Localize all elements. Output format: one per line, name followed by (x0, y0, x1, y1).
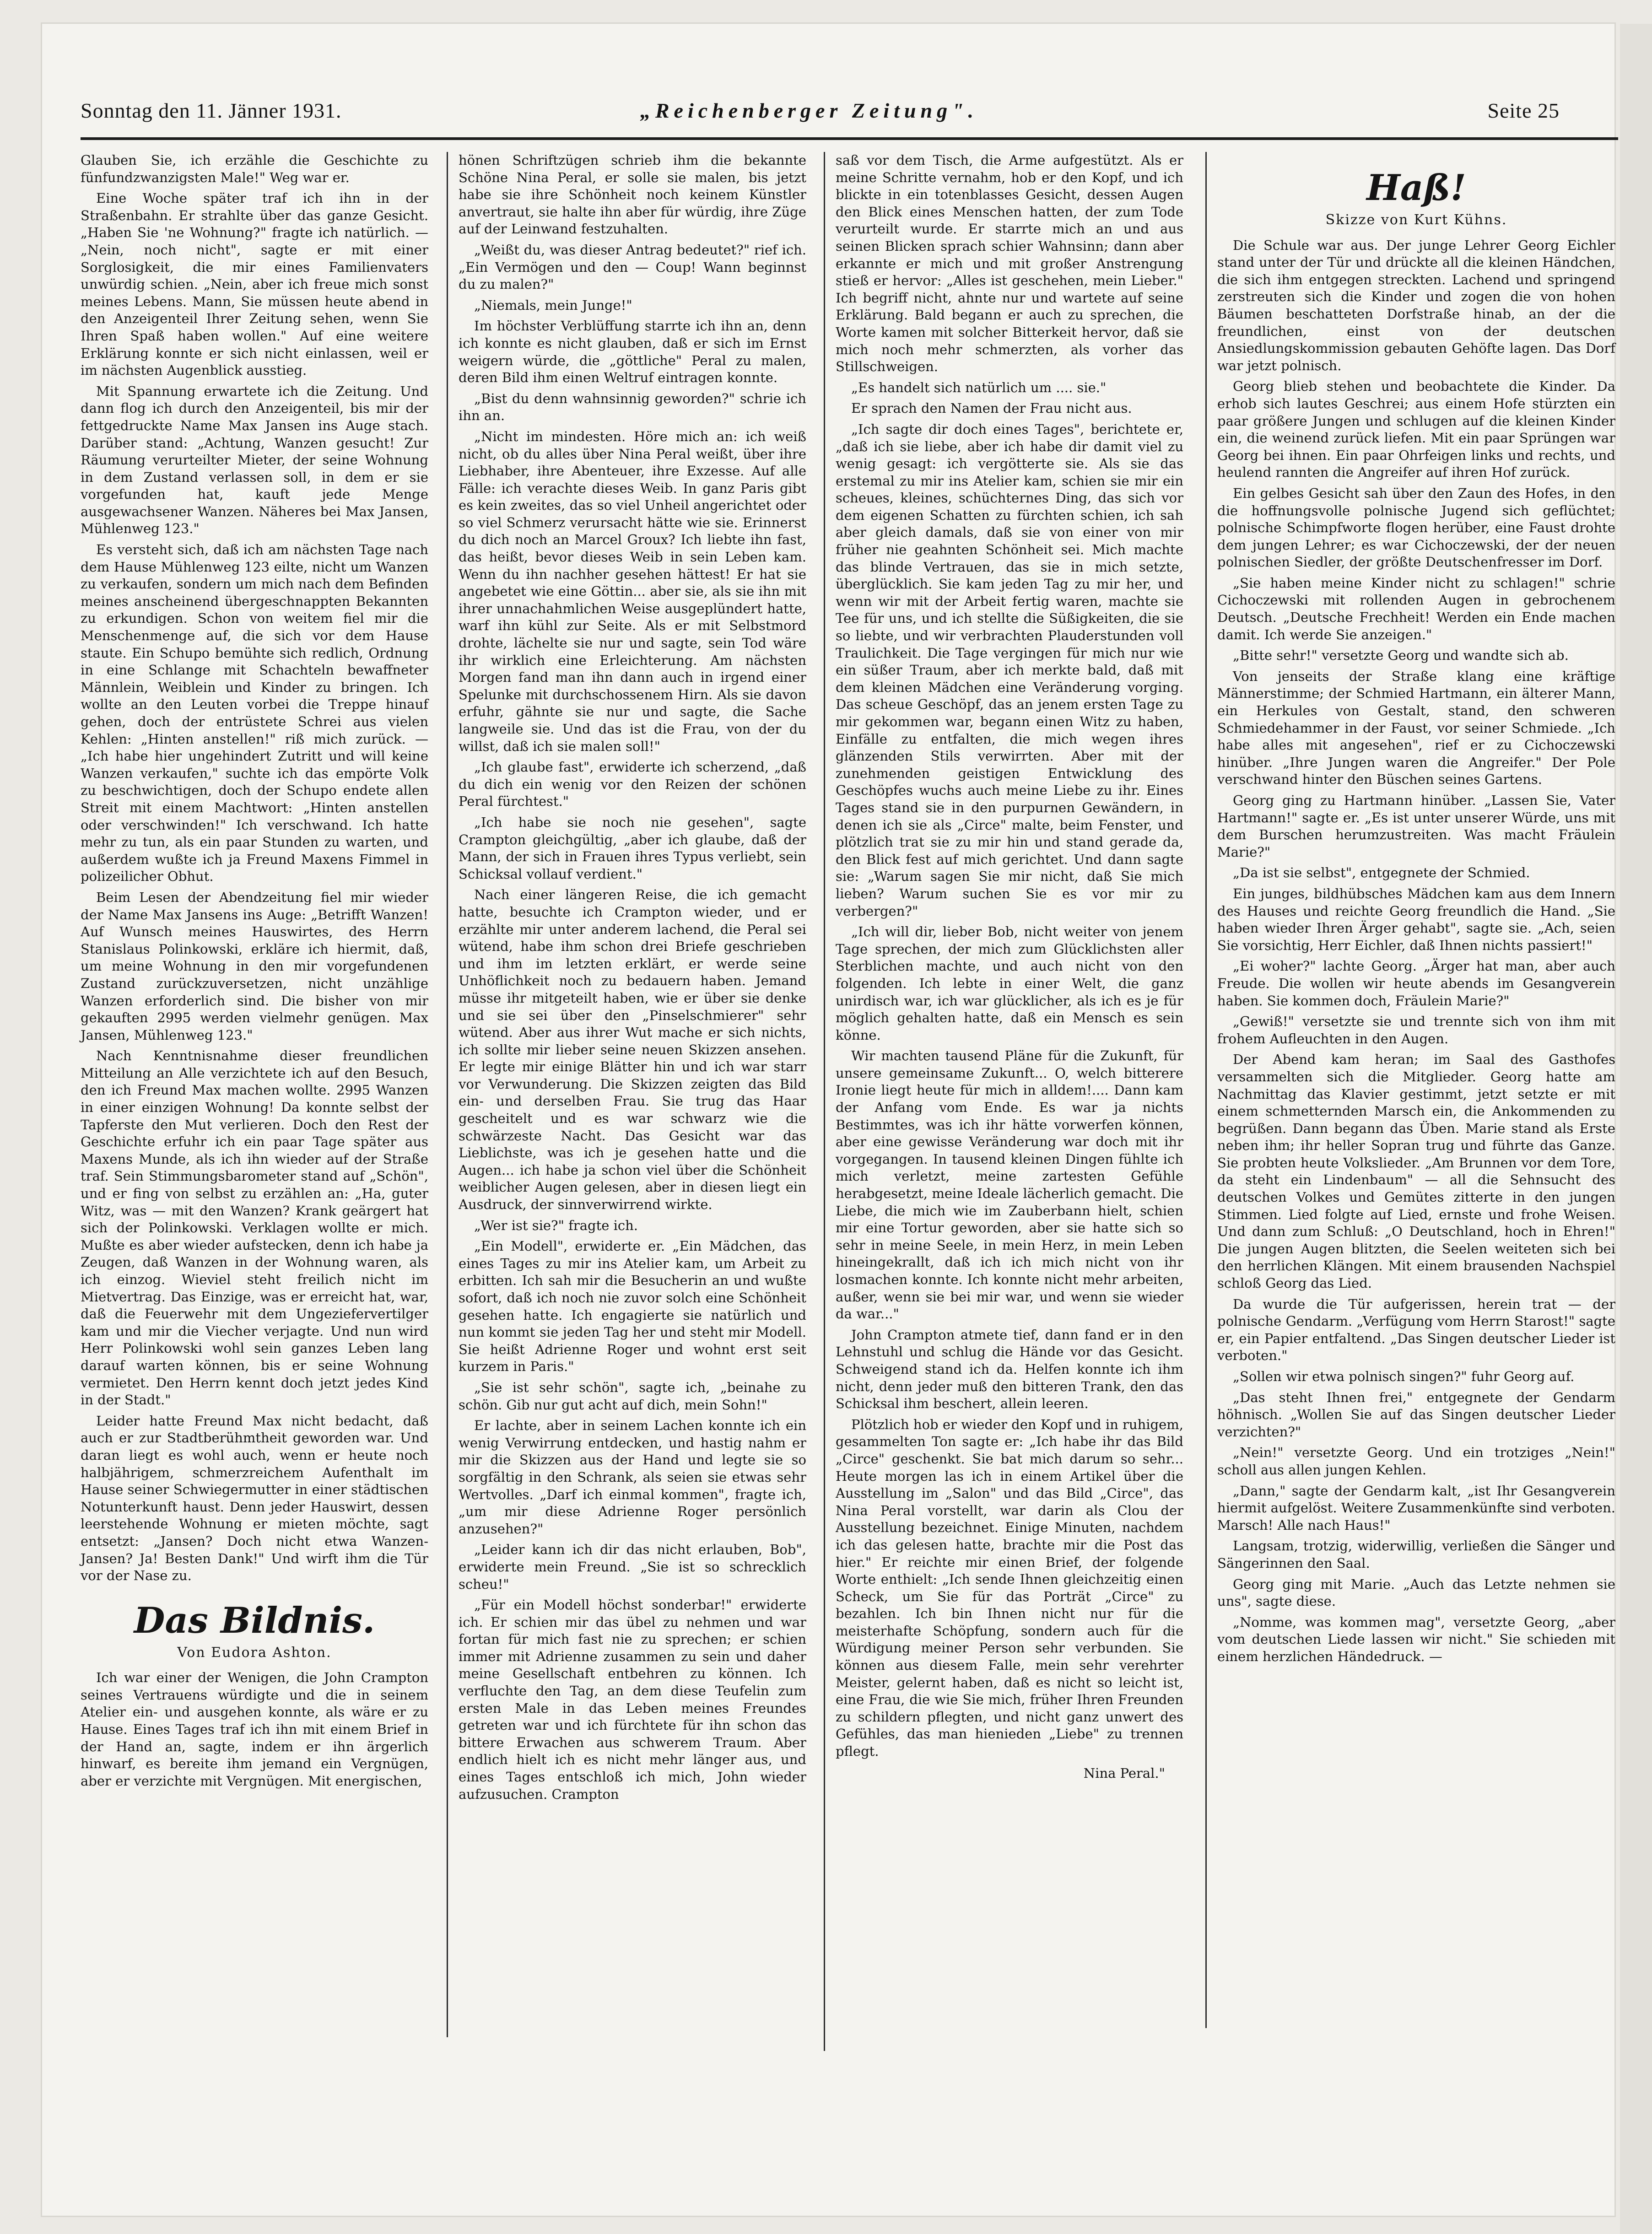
column-3 (836, 152, 1183, 1782)
paragraph: Nach Kenntnisnahme dieser freundlichen Mitteilung an Alle verzichtete ich auf den Besuch, den ich Freund Max machen wollte. 2995 Wanzen in einer einzigen Wohnung! Da konnte selbst der Tapferste den Mut verlieren. Doch den Rest der Geschichte erfuhr ich ein paar Tage später aus Maxens Munde, als ich ihn wieder auf der Straße traf. Sein Stimmungsbarometer stand auf „Schön", und er fing von selbst zu erzählen an: „Ha, guter Witz, was — mit den Wanzen? Krank geärgert hat sich der Polinkowski. Verklagen wollte er mich. Mußte es aber wieder aufstecken, denn ich habe ja Zeugen, daß Wanzen in der Wohnung waren, als ich einzog. Wieviel steht freilich nicht im Mietvertrag. Das Einzige, was er erreicht hat, war, daß die Feuerwehr mit dem Ungeziefervertilger kam und mir die Viecher verjagte. Und nun wird Herr Polinkowski wohl sein ganzes Leben lang darauf warten können, bis er seine Wohnung vermietet. Den Herrn kennt doch jetzt jedes Kind in der Stadt." (81, 1048, 428, 1408)
paragraph: „Da ist sie selbst", entgegnete der Schmied. (1233, 865, 1530, 881)
paragraph: „Leider kann ich dir das nicht erlauben, Bob", erwiderte mein Freund. „Sie ist so schrecklich scheu!" (459, 1542, 806, 1592)
paragraph: Ich war einer der Wenigen, die John Crampton seines Vertrauens würdigte und die in seinem Atelier ein- und ausgehen konnte, als wäre er zu Hause. Eines Tages traf ich ihn mit einem Brief in der Hand an, sagte, indem er ihn ärgerlich hinwarf, es bereite ihm jemand ein Vergnügen, aber er verzichte mit Vergnügen. Mit energischen, (81, 1670, 428, 1789)
page-header (45, 94, 1573, 130)
paragraph: Leider hatte Freund Max nicht bedacht, daß auch er zur Stadtberühmtheit geworden war. Und daran liegt es wohl auch, wenn er heute noch halbjährigem, schmerzreichem Aufenthalt im Hause seiner Schwiegermutter in einer städtischen Notunterkunft haust. Denn jeder Hauswirt, dessen leerstehende Wohnung er mieten möchte, sagt entsetzt: „Jansen? Doch nicht etwa Wanzen-Jansen? Ja! Besten Dank!" Und wirft ihm die Tür vor der Nase zu. (81, 1413, 428, 1584)
paragraph: „Es handelt sich natürlich um .... sie." (851, 379, 1107, 395)
paragraph: „Ich glaube fast", erwiderte ich scherzend, „daß du dich ein wenig vor den Reizen der schönen Peral fürchtest." (459, 759, 806, 809)
header-rule (81, 137, 1618, 140)
paragraph: Der Abend kam heran; im Saal des Gasthofes versammelten sich die Mitglieder. Georg hatte am Nachmittag das Klavier gestimmt, jetzt setzte er mit einem schmetternden Marsch ein, die Ankommenden zu begrüßen. Dann begann das Üben. Marie stand als Erste neben ihm; ihr heller Sopran trug und führte das Ganze. Sie probten heute Volkslieder. „Am Brunnen vor dem Tore, da steht ein Lindenbaum" — all die Sehnsucht des deutschen Volkes und Gemütes zitterte in den jungen Stimmen. Lied folgte auf Lied, ernste und frohe Weisen. Und dann zum Schluß: „O Deutschland, hoch in Ehren!" Die jungen Augen blitzten, die Seelen weiteten sich bei den herrlichen Klängen. Mit einem brausenden Nachspiel schloß Georg das Lied. (1217, 1052, 1615, 1291)
paragraph: „Sie haben meine Kinder nicht zu schlagen!" schrie Cichoczewski mit rollenden Augen in gebrochenem Deutsch. „Deutsche Frechheit! Werden ein Ende machen damit. Ich werde Sie anzeigen." (1217, 575, 1615, 642)
paragraph: „Bitte sehr!" versetzte Georg und wandte sich ab. (1233, 648, 1569, 664)
paragraph: „Ei woher?" lachte Georg. „Ärger hat man, aber auch Freude. Die wollen wir heute abends im Gesangverein haben. Sie kommen doch, Fräulein Marie?" (1217, 958, 1615, 1009)
paragraph: „Wer ist sie?" fragte ich. (474, 1217, 638, 1233)
paragraph: „Gewiß!" versetzte sie und trennte sich von ihm mit frohem Aufleuchten in den Augen. (1217, 1014, 1615, 1047)
paragraph: „Nomme, was kommen mag", versetzte Georg, „aber vom deutschen Liede lassen wir nicht." Sie schieden mit einem herzlichen Händedruck. — (1217, 1614, 1615, 1664)
paragraph: Nach einer längeren Reise, die ich gemacht hatte, besuchte ich Crampton wieder, und er erzählte mir unter anderem lachend, die Peral sei wütend, habe ihm schon drei Briefe geschrieben und ihm im letzten erklärt, er werde seine Unhöflichkeit noch zu bedauern haben. Jemand müsse ihr mitgeteilt haben, wie er über sie denke und sie sei über den „Pinselschmierer" sehr wütend. Aber aus ihrer Wut mache er sich nichts, ich sollte mir lieber seine neuen Skizzen ansehen. Er legte mir einige Blätter hin und ich war starr vor Verwunderung. Die Skizzen zeigten das Bild ein- und derselben Frau. Sie trug das Haar gescheitelt und es war schwarz wie die schwärzeste Nacht. Das Gesicht war das Lieblichste, was ich je gesehen hatte und die Augen... ich habe ja schon viel über die Schönheit weiblicher Augen gelesen, aber in diesen liegt ein Ausdruck, der sinnverwirrend wirkte. (459, 887, 806, 1213)
paragraph: John Crampton atmete tief, dann fand er in den Lehnstuhl und schlug die Hände vor das Gesicht. Schweigend stand ich da. Helfen konnte ich ihm nicht, denn jeder muß den bitteren Trank, den das Schicksal ihm beschert, allein leeren. (836, 1327, 1183, 1412)
paragraph: Georg blieb stehen und beobachtete die Kinder. Da erhob sich lautes Geschrei; aus einem Hofe stürzten ein paar größere Jungen und schlugen auf die kleinen Kinder ein, die weinend zurück liefen. Mit ein paar Sprüngen war Georg bei ihnen. Ein paar Ohrfeigen links und rechts, und heulend rannten die Angreifer auf ihren Hof zurück. (1217, 378, 1615, 480)
story-title: Haß! (1366, 167, 1466, 209)
paragraph: Ein junges, bildhübsches Mädchen kam aus dem Innern des Hauses und reichte Georg freundlich die Hand. „Sie haben wieder Ihren Ärger gehabt", sagte sie. „Ach, seien Sie vorsichtig, Herr Eichler, daß Ihnen nichts passiert!" (1217, 885, 1615, 953)
paragraph: „Das steht Ihnen frei," entgegnete der Gendarm höhnisch. „Wollen Sie auf das Singen deutscher Lieder verzichten?" (1217, 1389, 1615, 1440)
paragraph: „Niemals, mein Junge!" (474, 297, 632, 313)
paragraph: Georg ging mit Marie. „Auch das Letzte nehmen sie uns", sagte diese. (1217, 1576, 1615, 1609)
paragraph: „Sie ist sehr schön", sagte ich, „beinahe zu schön. Gib nur gut acht auf dich, mein Sohn!" (459, 1379, 806, 1413)
story-title: Das Bildnis. (134, 1599, 375, 1641)
paragraph: Ein gelbes Gesicht sah über den Zaun des Hofes, in den die hoffnungsvolle polnische Jugend sich geflüchtet; polnische Schimpfworte flogen herüber, eine Faust drohte dem jungen Lehrer; es war Cichoczewski, der der neuen polnischen Siedler, der größte Deutschenfresser im Dorf. (1217, 485, 1615, 570)
paragraph: „Sollen wir etwa polnisch singen?" fuhr Georg auf. (1233, 1369, 1575, 1384)
paragraph: Von jenseits der Straße klang eine kräftige Männerstimme; der Schmied Hartmann, ein älterer Mann, ein Herkules von Gestalt, stand, den schweren Schmiedehammer in der Faust, vor seiner Schmiede. „Ich habe alles mit angesehen", rief er zu Cichoczewski hinüber. „Ihre Jungen waren die Angreifer." Der Pole verschwand hinter den Büschen seines Gartens. (1217, 668, 1615, 788)
paragraph: Wir machten tausend Pläne für die Zukunft, für unsere gemeinsame Zukunft... O, welch bitterere Ironie liegt heute für mich in alldem!.... Dann kam der Anfang vom Ende. Es war ja nichts Bestimmtes, was ich ihr hätte vorwerfen können, aber eine gewisse Veränderung war doch mit ihr vorgegangen. In tausend kleinen Dingen fühlte ich mich verletzt, meine zartesten Gefühle herabgesetzt, meine Ideale lächerlich gemacht. Die Liebe, die mich wie im Zauberbann hielt, schien mir eine Tortur geworden, aber sie hatte sich so sehr in meine Seele, in mein Herz, in mein Leben hineingekrallt, daß ich ich mich nicht von ihr losmachen konnte. Ich konnte nicht mehr arbeiten, außer, wenn sie bei mir war, und wenn sie wieder da war..." (836, 1048, 1183, 1322)
paragraph: „Dann," sagte der Gendarm kalt, „ist Ihr Gesangverein hiermit aufgelöst. Weitere Zusammenkünfte sind verboten. Marsch! Alle nach Haus!" (1217, 1483, 1615, 1533)
paragraph: „Nicht im mindesten. Höre mich an: ich weiß nicht, ob du alles über Nina Peral weißt, über ihre Liebhaber, ihre Abenteuer, ihre Exzesse. Auf alle Fälle: ich verachte dieses Weib. In ganz Paris gibt es kein zweites, das so viel Unheil angerichtet oder so viel Schmerz verursacht hätte wie sie. Erinnerst du dich noch an Marcel Groux? Ich liebte ihn fast, das heißt, bevor dieses Weib in sein Leben kam. Wenn du ihn nachher gesehen hättest! Er hat sie angebetet wie eine Göttin... aber sie, als sie ihn mit ihrer unnachahmlichen Weise ausgeplündert hatte, warf ihn kühl zur Seite. Als er mit Selbstmord drohte, lächelte sie nur und sagte, sein Tod wäre ihr wirklich eine Erleichterung. Am nächsten Morgen fand man ihn dann auch in irgend einer Spelunke mit durchschossenem Hirn. Als sie davon erfuhr, gähnte sie nur und sagte, die Sache langweile sie. Und das ist die Frau, von der du willst, daß ich sie malen soll!" (459, 428, 806, 754)
paragraph: „Nein!" versetzte Georg. Und ein trotziges „Nein!" scholl aus allen jungen Kehlen. (1217, 1445, 1615, 1478)
paragraph: Beim Lesen der Abendzeitung fiel mir wieder der Name Max Jansens ins Auge: „Betrifft Wanzen! Auf Wunsch meines Hauswirtes, des Herrn Stanislaus Polinkowski, erkläre ich hiermit, daß, um meine Wohnung in den mir vorgefundenen Zustand zurückzuversetzen, nicht unzählige Wanzen erforderlich sind. Die bisher von mir gekauften 2995 werden vielmehr genügen. Max Jansen, Mühlenweg 123." (81, 889, 428, 1043)
story-byline: Von Eudora Ashton. (177, 1644, 332, 1661)
paragraph: Da wurde die Tür aufgerissen, herein trat — der polnische Gendarm. „Verfügung vom Herrn Starost!" sagte er, ein Papier entfaltend. „Das Singen deutscher Lieder ist verboten." (1217, 1296, 1615, 1364)
paragraph: „Ich habe sie noch nie gesehen", sagte Crampton gleichgültig, „aber ich glaube, daß der Mann, der sich in Frauen ihres Typus verliebt, sein Schicksal vollauf verdient." (459, 814, 806, 882)
paragraph: Die Schule war aus. Der junge Lehrer Georg Eichler stand unter der Tür und drückte all die kleinen Händchen, die sich ihm entgegen streckten. Lachend und springend zerstreuten sich die Kinder und zogen die von hohen Bäumen beschatteten Dorfstraße hinab, an der die freundlichen, einst von der deutschen Ansiedlungskommission gebauten Gehöfte lagen. Das Dorf war jetzt polnisch. (1217, 237, 1615, 373)
header-page-number: Seite 25 (1487, 99, 1560, 122)
column-divider (824, 152, 825, 2051)
paragraph: „Ein Modell", erwiderte er. „Ein Mädchen, das eines Tages zu mir ins Atelier kam, um Arbeit zu erbitten. Ich sah mir die Besucherin an und wußte sofort, daß ich noch nie zuvor solch eine Schönheit gesehen hatte. Ich engagierte sie natürlich und nun kommt sie jeden Tag her und steht mir Modell. Sie heißt Adrienne Roger und wohnt erst seit kurzem in Paris." (459, 1238, 806, 1375)
column-1 (81, 152, 428, 1793)
paragraph: Plötzlich hob er wieder den Kopf und in ruhigem, gesammelten Ton sagte er: „Ich habe ihr das Bild „Circe" geschenkt. Sie bat mich darum so sehr... Heute morgen las ich in einem Artikel über die Ausstellung im „Salon" und das Bild „Circe", das Nina Peral vorstellt, war darin als Clou der Ausstellung bezeichnet. Einige Minuten, nachdem ich das gelesen hatte, brachte mir die Post das hier." Er reichte mir einen Brief, der folgende Worte enthielt: „Ich sende Ihnen gleichzeitig einen Scheck, um Sie für das Porträt „Circe" zu bezahlen. Ich bin Ihnen nicht nur für die meisterhafte Schöpfung, sondern auch für die Würdigung meiner Person sehr verbunden. Sie können aus diesem Falle, mein sehr verehrter Meister, gelernt haben, daß es nicht so leicht ist, eine Frau, die wie Sie mich, früher Ihren Freunden zu schildern pflegten, und nicht ganz unwert des Gefühles, das man hienieden „Liebe" zu trennen pflegt. (836, 1416, 1183, 1759)
header-date: Sonntag den 11. Jänner 1931. (81, 99, 342, 122)
story-byline: Skizze von Kurt Kühns. (1325, 212, 1507, 228)
page-edge (1620, 24, 1652, 2234)
paragraph: Glauben Sie, ich erzähle die Geschichte zu fünfundzwanzigsten Male!" Weg war er. (81, 152, 428, 185)
column-divider (447, 152, 448, 2037)
paragraph: Im höchster Verblüffung starrte ich ihn an, denn ich konnte es nicht glauben, daß er sich im Ernst weigern würde, die „göttliche" Peral zu malen, deren Bild ihm einen Weltruf eintragen konnte. (459, 318, 806, 386)
paragraph: Georg ging zu Hartmann hinüber. „Lassen Sie, Vater Hartmann!" sagte er. „Es ist unter unserer Würde, uns mit dem Burschen herumzustreiten. Was macht Fräulein Marie?" (1217, 793, 1615, 860)
paragraph: Mit Spannung erwartete ich die Zeitung. Und dann flog ich durch den Anzeigenteil, bis mir der fettgedruckte Name Max Jansen ins Auge stach. Darüber stand: „Achtung, Wanzen gesucht! Zur Räumung verurteilter Mieter, der seine Wohnung in dem Zustand verlassen soll, in dem er sie vorgefunden hat, kauft jede Menge ausgewachsener Wanzen. Näheres bei Max Jansen, Mühlenweg 123." (81, 383, 428, 537)
paragraph: „Ich will dir, lieber Bob, nicht weiter von jenem Tage sprechen, der mich zum Glücklichsten aller Sterblichen machte, und auch nicht von den folgenden. Ich lebte in einer Welt, die ganz unirdisch war, ich war glücklicher, als ich es je für möglich gehalten hatte, daß ein Mensch es sein könne. (836, 924, 1183, 1043)
column-2 (459, 152, 806, 1807)
story-signature: Nina Peral." (1083, 1765, 1165, 1781)
paragraph: Er sprach den Namen der Frau nicht aus. (851, 400, 1132, 416)
header-newspaper-name: „Reichenberger Zeitung". (640, 99, 978, 122)
paragraph: Eine Woche später traf ich ihn in der Straßenbahn. Er strahlte über das ganze Gesicht. „Haben Sie 'ne Wohnung?" fragte ich natürlich. — „Nein, noch nicht", sagte er mit einer Sorglosigkeit, die mir eines Familienvaters unwürdig schien. „Nein, aber ich freue mich sonst meines Lebens. Mann, Sie müssen heute abend in den Anzeigenteil Ihrer Zeitung sehen, wenn Sie Ihren Spaß haben wollen." Auf eine weitere Erklärung konnte er sich nicht einlassen, weil er im nächsten Augenblick ausstieg. (81, 190, 428, 378)
paragraph: hönen Schriftzügen schrieb ihm die bekannte Schöne Nina Peral, er solle sie malen, bis jetzt habe sie ihre Schönheit noch keinem Künstler anvertraut, sie halte ihn aber für würdig, ihre Züge auf der Leinwand festzuhalten. (459, 152, 806, 237)
paragraph: „Für ein Modell höchst sonderbar!" erwiderte ich. Er schien mir das übel zu nehmen und war fortan für mich fast nie zu sprechen; er schien immer mit Adrienne zusammen zu sein und daher meine Gesellschaft entbehren zu können. Ich verfluchte den Tag, an dem diese Teufelin zum ersten Male in das Leben meines Freundes getreten war und ich fürchtete für ihn schon das bittere Erwachen aus schwerem Traum. Aber endlich hielt ich es nicht mehr länger aus, und eines Tages entschloß ich mich, John wieder aufzusuchen. Crampton (459, 1597, 806, 1802)
paragraph: Er lachte, aber in seinem Lachen konnte ich ein wenig Verwirrung entdecken, und hastig nahm er mir die Skizzen aus der Hand und legte sie so sorgfältig in den Schrank, als seien sie etwas sehr Wertvolles. „Darf ich einmal kommen", fragte ich, „um mir diese Adrienne Roger persönlich anzusehen?" (459, 1418, 806, 1537)
paragraph: „Ich sagte dir doch eines Tages", berichtete er, „daß ich sie liebe, aber ich habe dir damit viel zu wenig gesagt: ich vergötterte sie. Als sie das erstemal zu mir ins Atelier kam, schien sie mir ein scheues, kleines, schüchternes Ding, das sich vor dem eigenen Schatten zu fürchten schien, ich sah aber gleich damals, daß sie von einer von mir früher nie geahnten Schönheit sei. Mich machte das blinde Vertrauen, das sie in mich setzte, überglücklich. Sie kam jeden Tag zu mir her, und wenn wir mit der Arbeit fertig waren, machte sie Tee für uns, und ich stellte die Süßigkeiten, die sie so liebte, und wir verbrachten Plauderstunden voll Traulichkeit. Die Tage vergingen für mich nur wie ein süßer Traum, aber ich merkte bald, daß mit dem kleinen Mädchen eine Veränderung vorging. Das scheue Geschöpf, das an jenem ersten Tage zu mir gekommen war, begann einen Witz zu haben, Einfälle zu entfalten, die mich wegen ihres glänzenden Stils verwirrten. Aber mit der zunehmenden geistigen Entwicklung des Geschöpfes wuchs auch meine Liebe zu ihr. Eines Tages stand sie in den purpurnen Gewändern, in denen ich sie als „Circe" malte, beim Fenster, und plötzlich trat sie zu mir hin und stand gerade da, den Blick fest auf mich gerichtet. Und dann sagte sie: „Warum sagen Sie mir nicht, daß Sie mich lieben? Warum suchen Sie es vor mir zu verbergen?" (836, 421, 1183, 919)
paragraph: Langsam, trotzig, widerwillig, verließen die Sänger und Sängerinnen den Saal. (1217, 1538, 1615, 1571)
column-divider (1205, 152, 1207, 2028)
paragraph: Es versteht sich, daß ich am nächsten Tage nach dem Hause Mühlenweg 123 eilte, nicht um Wanzen zu verkaufen, sondern um mich nach dem Befinden meines anscheinend übergeschnappten Bekannten zu erkundigen. Schon von weitem fiel mir die Menschenmenge auf, die sich vor dem Hause staute. Ein Schupo bemühte sich redlich, Ordnung in eine Schlange mit Schachteln bewaffneter Männlein, Weiblein und Kinder zu bringen. Ich wollte an den Leuten vorbei die Treppe hinauf gehen, doch der entrüstete Schrei aus vielen Kehlen: „Hinten anstellen!" riß mich zurück. — „Ich habe hier ungehindert Zutritt und will keine Wanzen verkaufen," suchte ich das empörte Volk zu beschwichtigen, doch der Schupo endete allen Streit mit einem Machtwort: „Hinten anstellen oder verschwinden!" Ich verschwand. Ich hatte mehr zu tun, als ein paar Stunden zu warten, und außerdem wußte ich ja Freund Maxens Fimmel in polizeilicher Obhut. (81, 542, 428, 885)
column-4 (1217, 152, 1615, 1669)
paragraph: „Weißt du, was dieser Antrag bedeutet?" rief ich. „Ein Vermögen und den — Coup! Wann beginnst du zu malen?" (459, 242, 806, 292)
paragraph: „Bist du denn wahnsinnig geworden?" schrie ich ihn an. (459, 390, 806, 424)
paragraph: saß vor dem Tisch, die Arme aufgestützt. Als er meine Schritte vernahm, hob er den Kopf, und ich blickte in ein totenblasses Gesicht, dessen Augen den Blick eines Menschen hatten, der zum Tode verurteilt wurde. Er starrte mich an und aus seinen Blicken sprach schier Wahnsinn; dann aber erkannte er mich und mit großer Anstrengung stieß er hervor: „Alles ist geschehen, mein Lieber." Ich begriff nicht, ahnte nur und wartete auf seine Erklärung. Bald begann er auch zu sprechen, die Worte kamen mit solcher Bitterkeit hervor, daß sie mich noch mehr schmerzten, als vorher das Stillschweigen. (836, 152, 1183, 375)
